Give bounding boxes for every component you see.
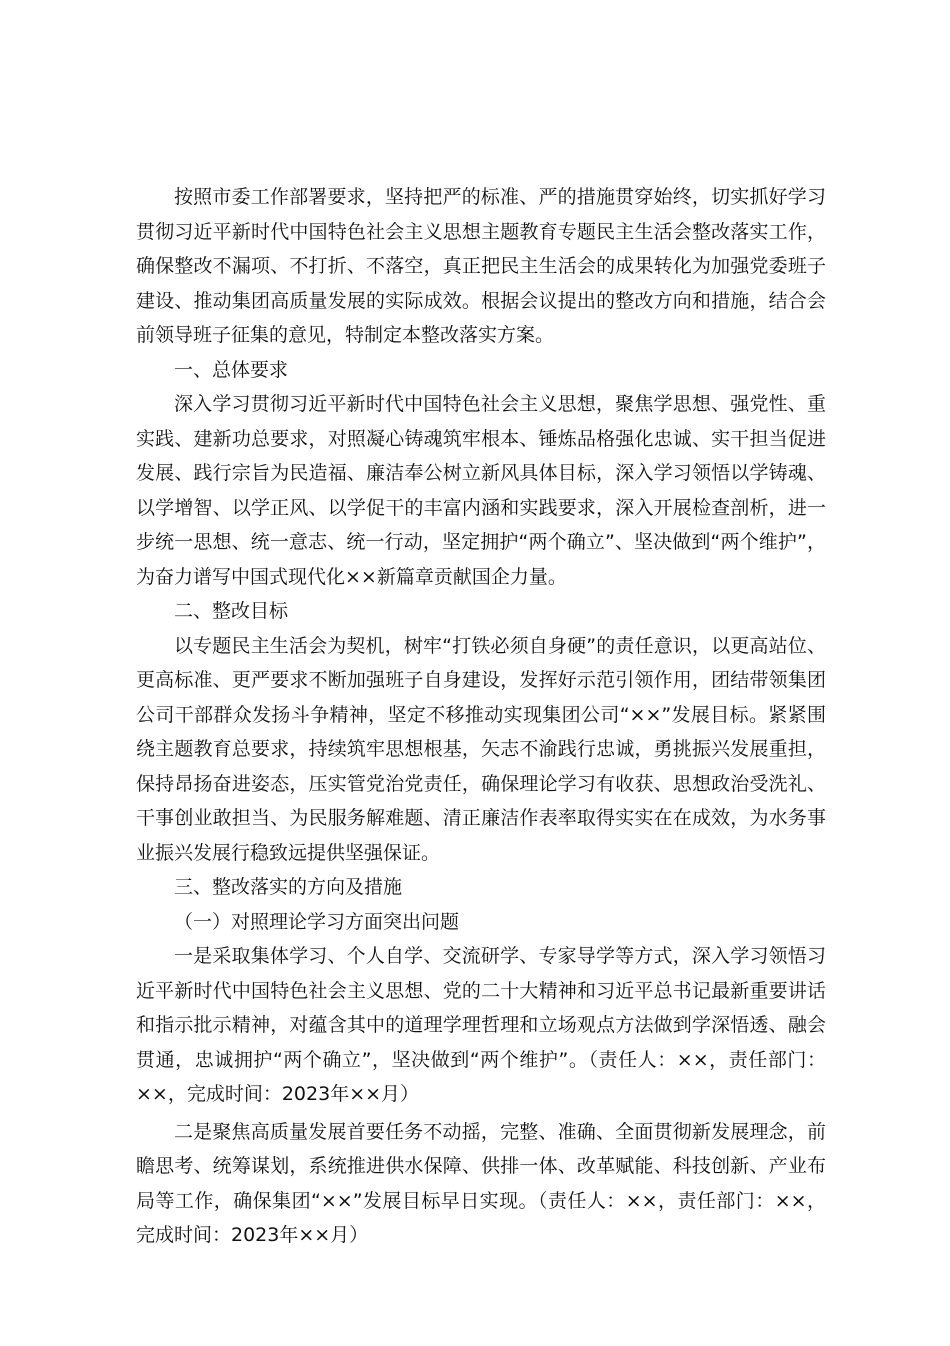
overall-requirements-paragraph: 深入学习贯彻习近平新时代中国特色社会主义思想，聚焦学思想、强党性、重实践、建新功总要求，对照凝心铸魂筑牢根本、锤炼品格强化忠诚、实干担当促进发展、践行宗旨为民造福、廉洁奉公树立新风具体目标，深入学习领悟以学铸魂、以学增智、以学正风、以学促干的丰富内涵和实践要求，深入开展检查剖析，进一步统一思想、统一意志、统一行动，坚定拥护“两个确立”、坚决做到“两个维护”，为奋力谱写中国式现代化××新篇章贡献国企力量。 [136,393,826,588]
rectification-goals-paragraph: 以专题民主生活会为契机，树牢“打铁必须自身硬”的责任意识，以更高站位、更高标准、更严要求不断加强班子自身建设，发挥好示范引领作用，团结带领集团公司干部群众发扬斗争精神，坚定不移推动实现集团公司“××”发展目标。紧紧围绕主题教育总要求，持续筑牢思想根基，矢志不渝践行忠诚，勇挑振兴发展重担，保持昂扬奋进姿态，压实管党治党责任，确保理论学习有收获、思想政治受洗礼、干事创业敢担当、为民服务解难题、清正廉洁作表率取得实实在在成效，为水务事业振兴发展行稳致远提供坚强保证。 [136,634,826,864]
intro-paragraph: 按照市委工作部署要求，坚持把严的标准、严的措施贯穿始终，切实抓好学习贯彻习近平新时代中国特色社会主义思想主题教育专题民主生活会整改落实工作，确保整改不漏项、不打折、不落空，真正把民主生活会的成果转化为加强党委班子建设、推动集团高质量发展的实际成效。根据会议提出的整改方向和措施，结合会前领导班子征集的意见，特制定本整改落实方案。 [136,186,826,346]
section-heading-overall-requirements: 一、总体要求 [174,358,289,381]
measure-item-1: 一是采取集体学习、个人自学、交流研学、专家导学等方式，深入学习领悟习近平新时代中国特色社会主义思想、党的二十大精神和习近平总书记最新重要讲话和指示批示精神，对蕴含其中的道理学理哲理和立场观点方法做到学深悟透、融会贯通，忠诚拥护“两个确立”，坚决做到“两个维护”。（责任人：××，责任部门：××，完成时间：2023年××月） [136,945,826,1105]
section-heading-directions-measures: 三、整改落实的方向及措施 [174,876,403,898]
document-body [136,180,826,1253]
subsection-heading-theory-study: （一）对照理论学习方面突出问题 [174,910,460,933]
section-heading-rectification-goals: 二、整改目标 [174,600,289,622]
measure-item-2: 二是聚焦高质量发展首要任务不动摇，完整、准确、全面贯彻新发展理念，前瞻思考、统筹谋划，系统推进供水保障、供排一体、改革赋能、科技创新、产业布局等工作，确保集团“××”发展目标早日实现。（责任人：××，责任部门：××，完成时间：2023年××月） [136,1120,826,1246]
